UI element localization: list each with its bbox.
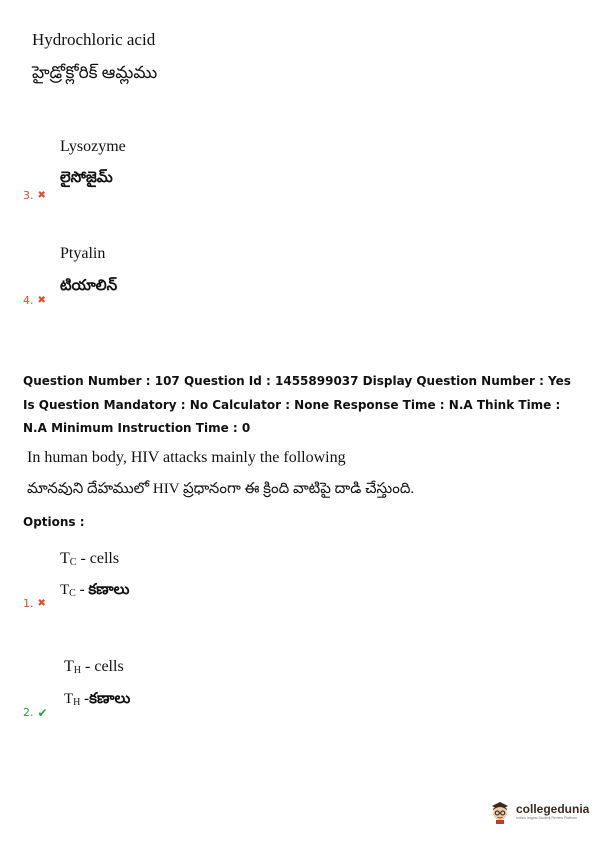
question-meta: Question Number : 107 Question Id : 1455899037 Display Question Number : Yes Is Question Mandatory : No Calculator : None Response Time : N.A Think Time : N.A Minimum Instruction Time : 0: [23, 374, 571, 435]
option-3-marker: [23, 189, 46, 202]
option-suffix: - cells: [81, 658, 124, 675]
option-number: 4.: [23, 294, 34, 307]
option-subscript: C: [69, 588, 76, 599]
option-3-text-en: Lysozyme: [60, 138, 126, 155]
logo-tagline: India's largest Student Review Platform: [516, 816, 577, 821]
option-prefix: T: [64, 658, 74, 675]
option-text-te: హైడ్రోక్లోరిక్ ఆమ్లము: [32, 63, 158, 82]
cross-icon: ✖: [37, 294, 46, 306]
options-label: Options :: [23, 515, 85, 529]
logo-name: collegedunia: [516, 802, 590, 817]
option-4-text-en: Ptyalin: [60, 245, 106, 262]
question-text-te: మానవుని దేహములో HIV ప్రధానంగా ఈ క్రింది వాటిపై దాడి చేస్తుంది.: [27, 481, 415, 497]
option-1-text-en: [60, 550, 119, 568]
collegedunia-logo: [490, 800, 589, 824]
option-number: 2.: [23, 706, 34, 719]
option-suffix: - cells: [76, 550, 120, 567]
option-3-text-te: లైసోజైమ్: [60, 170, 113, 186]
option-suffix: -కణాలు: [80, 691, 131, 707]
option-subscript: C: [69, 557, 77, 568]
option-prefix: T: [60, 550, 70, 567]
option-prefix: T: [64, 691, 74, 707]
option-text-en: Hydrochloric acid: [32, 30, 156, 49]
option-2-text-te: [64, 691, 130, 711]
option-1-marker: [23, 597, 46, 610]
option-2-marker: [23, 706, 48, 719]
option-subscript: H: [73, 665, 82, 676]
option-1-text-te: [60, 582, 129, 602]
option-number: 3.: [23, 189, 34, 202]
check-icon: ✔: [37, 705, 48, 720]
option-4-marker: [23, 294, 46, 307]
option-subscript: H: [73, 697, 81, 708]
option-4-text-te: టియాలిన్: [60, 278, 118, 294]
cross-icon: ✖: [37, 189, 46, 201]
question-text-en: In human body, HIV attacks mainly the following: [27, 449, 346, 466]
cross-icon: ✖: [37, 597, 46, 609]
mascot-icon: [490, 800, 510, 824]
option-2-text-en: [64, 658, 124, 676]
option-number: 1.: [23, 597, 34, 610]
option-suffix: - కణాలు: [75, 582, 130, 598]
option-prefix: T: [60, 582, 70, 598]
